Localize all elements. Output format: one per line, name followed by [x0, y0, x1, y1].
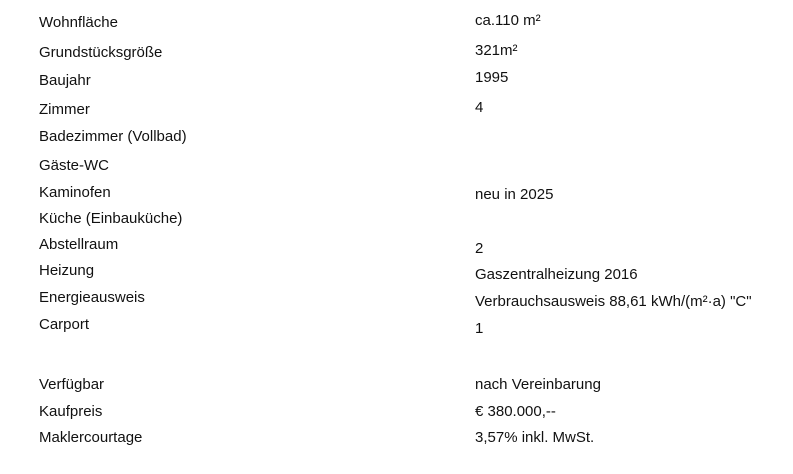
row-baujahr: [0, 70, 793, 92]
row-value: ca.110 m²: [475, 12, 541, 29]
row-label: Verfügbar: [39, 376, 105, 393]
row-grundstuecksgroesse: [0, 42, 793, 64]
row-value: Gaszentralheizung 2016: [475, 266, 638, 283]
row-kaminofen: [0, 182, 793, 204]
row-value: Verbrauchsausweis 88,61 kWh/(m²·a) "C": [475, 293, 752, 310]
row-badezimmer: [0, 126, 793, 148]
row-label: Küche (Einbauküche): [39, 210, 183, 227]
row-heizung: [0, 260, 793, 282]
row-label: Wohnfläche: [39, 14, 118, 31]
row-verfuegbar: [0, 374, 793, 396]
row-value: 2: [475, 240, 484, 257]
row-label: Zimmer: [39, 101, 90, 118]
row-label: Heizung: [39, 262, 95, 279]
row-kueche: [0, 208, 793, 230]
row-energieausweis: [0, 287, 793, 309]
row-value: 1995: [475, 69, 509, 86]
row-abstellraum: [0, 234, 793, 256]
row-value: 3,57% inkl. MwSt.: [475, 429, 595, 446]
row-gaeste-wc: [0, 155, 793, 177]
row-value: 321m²: [475, 42, 518, 59]
row-label: Kaminofen: [39, 184, 111, 201]
row-wohnflaeche: [0, 12, 793, 34]
row-value: 4: [475, 99, 484, 116]
row-carport: [0, 314, 793, 336]
row-label: Badezimmer (Vollbad): [39, 128, 187, 145]
row-label: Kaufpreis: [39, 403, 103, 420]
row-zimmer: [0, 99, 793, 121]
row-value: nach Vereinbarung: [475, 376, 601, 393]
row-label: Gäste-WC: [39, 157, 110, 174]
row-label: Abstellraum: [39, 236, 119, 253]
row-maklercourtage: [0, 427, 793, 449]
row-value: € 380.000,--: [475, 403, 556, 420]
row-value: 1: [475, 320, 484, 337]
row-kaufpreis: [0, 401, 793, 423]
row-label: Grundstücksgröße: [39, 44, 163, 61]
row-label: Energieausweis: [39, 289, 145, 306]
row-value: neu in 2025: [475, 186, 554, 203]
row-label: Baujahr: [39, 72, 91, 89]
row-label: Carport: [39, 316, 90, 333]
row-label: Maklercourtage: [39, 429, 143, 446]
